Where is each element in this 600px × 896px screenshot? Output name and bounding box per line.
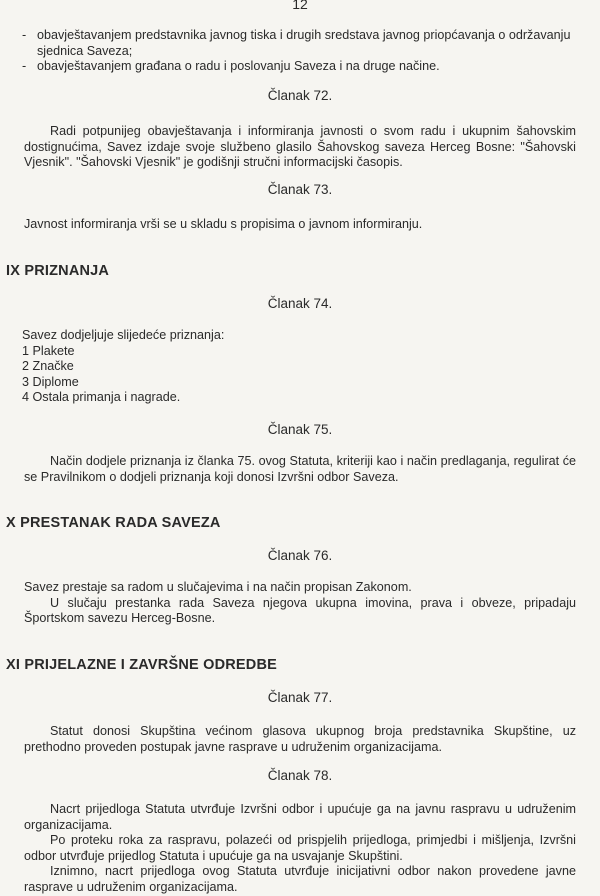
paragraph: Radi potpunijeg obavještavanja i informiranja javnosti o svom radu i ukupnim šahovskim dostignućima, Savez izdaje svoje službeno glasilo Šahovskog saveza Herceg Bosne: "Šahovski Vjesnik". "Šahovski Vjesnik" je godišnji stručni informacijski časopis.	[24, 124, 576, 169]
article-78-heading: Članak 78.	[267, 768, 333, 783]
article-76-heading: Članak 76.	[267, 548, 333, 563]
article-77-text	[24, 724, 576, 755]
article-75-text	[24, 454, 576, 485]
section-11-title: XI PRIJELAZNE I ZAVRŠNE ODREDBE	[6, 657, 277, 673]
bullet-dash: -	[22, 59, 27, 73]
awards-list	[22, 328, 224, 406]
article-73-heading: Članak 73.	[267, 182, 333, 197]
bullet-text: obavještavanjem predstavnika javnog tiska i drugih sredstava javnog priopćavanja o održavanju sjednica Saveza;	[37, 28, 571, 58]
bullet-text: obavještavanjem građana o radu i poslovanju Saveza i na druge načine.	[37, 59, 440, 73]
paragraph: U slučaju prestanka rada Saveza njegova ukupna imovina, prava i obveze, pripadaju Športskom savezu Herceg-Bosne.	[24, 595, 576, 625]
bullet-item	[22, 28, 587, 59]
list-item: 4 Ostala primanja i nagrade.	[22, 390, 181, 404]
page-number: 12	[292, 0, 308, 12]
bullet-item	[22, 59, 587, 75]
article-72-heading: Članak 72.	[267, 88, 333, 103]
article-77-heading: Članak 77.	[267, 690, 333, 705]
article-73-text	[24, 217, 576, 233]
section-10-title: X PRESTANAK RADA SAVEZA	[6, 515, 221, 531]
paragraph: Javnost informiranja vrši se u skladu s propisima o javnom informiranju.	[24, 217, 423, 231]
paragraph: Iznimno, nacrt prijedloga ovog Statuta utvrđuje inicijativni odbor nakon provedene javne rasprave u udruženim organizacijama.	[24, 864, 576, 894]
paragraph: Savez prestaje sa radom u slučajevima i na način propisan Zakonom.	[24, 580, 412, 594]
article-76-text	[24, 580, 576, 627]
article-78-text	[24, 802, 576, 895]
paragraph: Nacrt prijedloga Statuta utvrđuje Izvršni odbor i upućuje ga na javnu raspravu u udruženim organizacijama.	[24, 802, 576, 832]
paragraph: Statut donosi Skupština većinom glasova ukupnog broja predstavnika Skupštine, uz prethodno proveden postupak javne rasprave u udruženim organizacijama.	[24, 724, 576, 754]
list-intro: Savez dodjeljuje slijedeće priznanja:	[22, 328, 225, 342]
list-item: 1 Plakete	[22, 343, 75, 358]
bullet-list	[22, 28, 587, 75]
bullet-dash: -	[22, 28, 27, 42]
paragraph: Način dodjele priznanja iz članka 75. ovog Statuta, kriteriji kao i način predlaganja, regulirat će se Pravilnikom o dodjeli priznanja koji donosi Izvršni odbor Saveza.	[24, 454, 576, 484]
article-74-heading: Članak 74.	[267, 296, 333, 311]
paragraph: Po proteku roka za raspravu, polazeći od prispjelih prijedloga, primjedbi i mišljenja, Izvršni odbor utvrđuje prijedlog Statuta i upućuje ga na usvajanje Skupštini.	[24, 833, 576, 863]
article-72-text	[24, 124, 576, 171]
list-item: 2 Značke	[22, 359, 74, 373]
section-9-title: IX PRIZNANJA	[6, 263, 110, 279]
article-75-heading: Članak 75.	[267, 422, 333, 437]
list-item: 3 Diplome	[22, 374, 79, 389]
